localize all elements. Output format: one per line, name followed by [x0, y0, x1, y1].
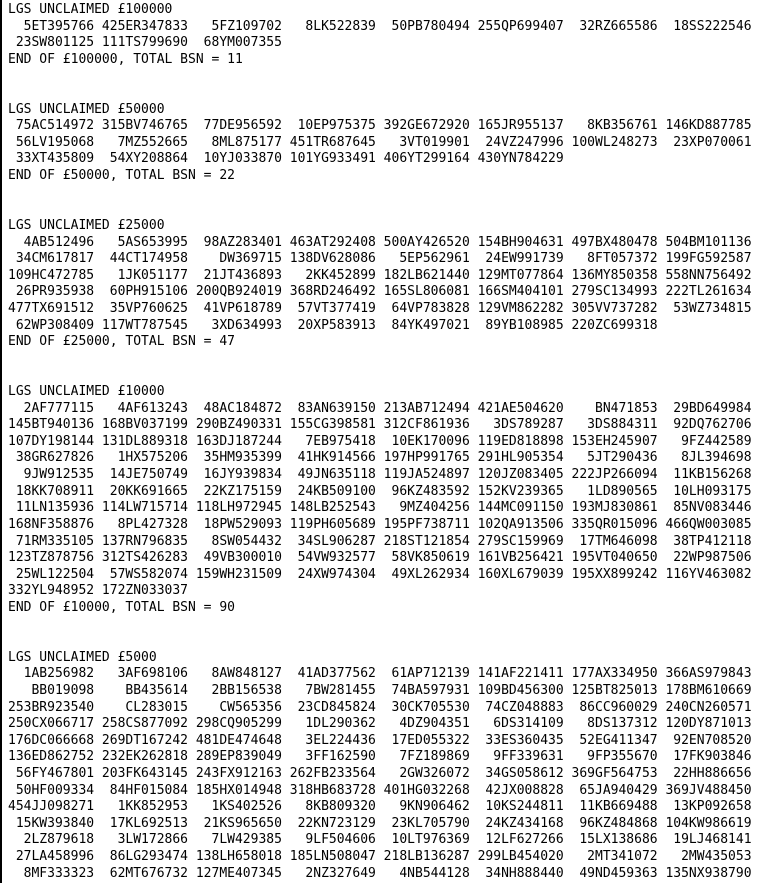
bond-row: 332YL948952 172ZN033037 [8, 583, 189, 599]
section-footer: END OF £25000, TOTAL BSN = 47 [8, 334, 235, 350]
bond-row: 33XT435809 54XY208864 10YJ033870 101YG933491 406YT299164 430YN784229 [8, 151, 564, 167]
prize-section [8, 102, 771, 218]
bond-row: 5ET395766 425ER347833 5FZ109702 8LK522839 50PB780494 255QP699407 32RZ665586 18SS222546 [8, 18, 752, 34]
blank-line [8, 633, 771, 650]
blank-line [8, 185, 771, 202]
bond-row: 107DY198144 131DL889318 163DJ187244 7EB975418 10EK170096 119ED818898 153EH245907 9FZ442589 [8, 433, 752, 449]
section-header: LGS UNCLAIMED £100000 [8, 2, 173, 17]
bond-row: 26PR935938 60PH915106 200QB924019 368RD246492 165SL806081 166SM404101 279SC134993 222TL261634 [8, 284, 752, 300]
bond-row: 11LN135936 114LW715714 118LH972945 148LB252543 9MZ404256 144MC091150 193MJ830861 85NV083446 [8, 500, 752, 516]
section-footer: END OF £100000, TOTAL BSN = 11 [8, 51, 243, 67]
blank-line [8, 351, 771, 368]
section-header: LGS UNCLAIMED £5000 [8, 649, 157, 665]
bond-row: 168NF358876 8PL427328 18PW529093 119PH605689 195PF738711 102QA913506 335QR015096 466QW003085 [8, 516, 752, 532]
bond-row: 50HF009334 84HF015084 185HX014948 318HB683728 401HG032268 42JX008828 65JA940429 369JV488450 [8, 782, 752, 798]
bond-row: 250CX066717 258CS877092 298CQ905299 1DL290362 4DZ904351 6DS314109 8DS137312 120DY871013 [8, 716, 752, 732]
bond-row: 109HC472785 1JK051177 21JT436893 2KK452899 182LB621440 129MT077864 136MY850358 558NN756492 [8, 267, 752, 283]
bond-row: 454JJ098271 1KK852953 1KS402526 8KB809320 9KN906462 10KS244811 11KB669488 13KP092658 [8, 799, 752, 815]
section-header: LGS UNCLAIMED £25000 [8, 217, 165, 233]
blank-line [8, 367, 771, 384]
bond-row: 2AF777115 4AF613243 48AC184872 83AN639150 213AB712494 421AE504620 BN471853 29BD649984 [8, 400, 752, 416]
prize-section [8, 650, 771, 883]
blank-line [8, 85, 771, 102]
bond-row: 136ED862752 232EK262818 289EP839049 3FF162590 7FZ189869 9FF339631 9FP355670 17FK903846 [8, 749, 752, 765]
blank-line [8, 617, 771, 634]
bond-row: 176DC066668 269DT167242 481DE474648 3EL224436 17ED055322 33ES360435 52EG411347 92EN708520 [8, 732, 752, 748]
bond-row: 25WL122504 57WS582074 159WH231509 24XW974304 49XL262934 160XL679039 195XX899242 116YV463082 [8, 566, 752, 582]
bond-row: 8MF333323 62MT676732 127ME407345 2NZ327649 4NB544128 34NH888440 49ND459363 135NX938790 [8, 865, 752, 881]
bond-row: 15KW393840 17KL692513 21KS965650 22KN723129 23KL705790 24KZ434168 96KZ484868 104KW986619 [8, 815, 752, 831]
section-footer: END OF £10000, TOTAL BSN = 90 [8, 599, 235, 615]
bond-row: 145BT940136 168BV037199 290BZ490331 155CG398581 312CF861936 3DS789287 3DS884311 92DQ762706 [8, 417, 752, 433]
bond-row: 71RM335105 137RN796835 8SW054432 34SL906287 218ST121854 279SC159969 17TM646098 38TP412118 [8, 533, 752, 549]
bond-row: 56LV195068 7MZ552665 8ML875177 451TR687645 3VT019901 24VZ247996 100WL248273 23XP070061 [8, 134, 752, 150]
bond-row: 253BR923540 CL283015 CW565356 23CD845824 30CK705530 74CZ048883 86CC960029 240CN260571 [8, 699, 752, 715]
bond-row: 477TX691512 35VP760625 41VP618789 57VT377419 64VP783828 129VM862282 305VV737282 53WZ734815 [8, 300, 752, 316]
prize-section [8, 218, 771, 384]
bond-row: 9JW912535 14JE750749 16JY939834 49JN635118 119JA524897 120JZ083405 222JP266094 11KB156268 [8, 467, 752, 483]
section-footer: END OF £50000, TOTAL BSN = 22 [8, 168, 235, 184]
bond-row: 4AB512496 5AS653995 98AZ283401 463AT292408 500AY426520 154BH904631 497BX480478 504BM101136 [8, 234, 752, 250]
bond-row: 62WP308409 117WT787545 3XD634993 20XP583913 84YK497021 89YB108985 220ZC699318 [8, 317, 658, 333]
bond-row: BB019098 BB435614 2BB156538 7BW281455 74BA597931 109BD456300 125BT825013 178BM610669 [8, 682, 752, 698]
bond-row: 34CM617817 44CT174958 DW369715 138DV628086 5EP562961 24EW991739 8FT057372 199FG592587 [8, 251, 752, 267]
bond-row: 2LZ879618 3LW172866 7LW429385 9LF504606 10LT976369 12LF627266 15LX138686 19LJ468141 [8, 832, 752, 848]
section-header: LGS UNCLAIMED £50000 [8, 101, 165, 117]
bond-row: 1AB256982 3AF698106 8AW848127 41AD377562 61AP712139 141AF221411 177AX334950 366AS979843 [8, 666, 752, 682]
blank-line [8, 201, 771, 218]
bond-row: 56FY467801 203FK643145 243FX912163 262FB233564 2GW326072 34GS058612 369GF564753 22HH886656 [8, 766, 752, 782]
prize-section [8, 2, 771, 102]
bond-row: 123TZ878756 312TS426283 49VB300010 54VW932577 58VK850619 161VB256421 195VT040650 22WP987506 [8, 550, 752, 566]
bond-row: 18KK708911 20KK691665 22KZ175159 24KB509100 96KZ483592 152KV239365 1LD890565 10LH093175 [8, 483, 752, 499]
bond-row: 75AC514972 315BV746765 77DE956592 10EP975375 392GE672920 165JR955137 8KB356761 146KD887785 [8, 118, 752, 134]
section-header: LGS UNCLAIMED £10000 [8, 384, 165, 400]
bond-row: 23SW801125 111TS799690 68YM007355 [8, 35, 282, 51]
bond-row: 27LA458996 86LG293474 138LH658018 185LN508047 218LB136287 299LB454020 2MT341072 2MW435053 [8, 849, 752, 865]
blank-line [8, 68, 771, 85]
prize-section [8, 384, 771, 650]
bond-row: 38GR627826 1HX575206 35HM935399 41HK914566 197HP991765 291HL905354 5JT290436 8JL394698 [8, 450, 752, 466]
